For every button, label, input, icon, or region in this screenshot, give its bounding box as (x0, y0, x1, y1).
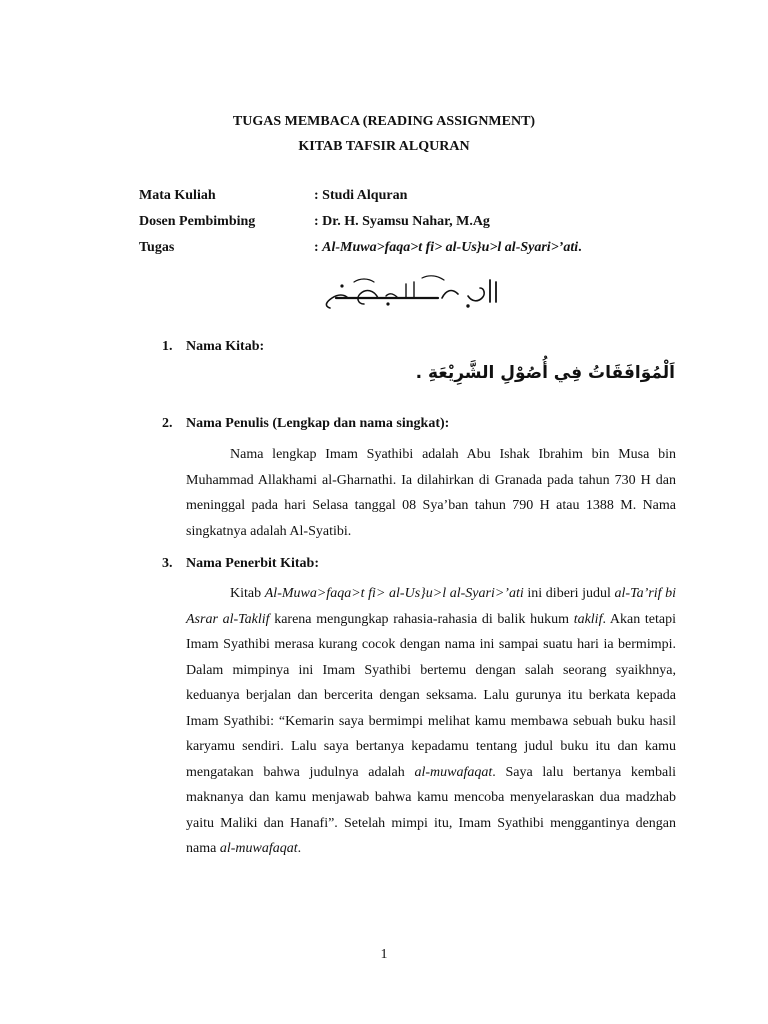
meta-value-tugas (314, 240, 582, 256)
tugas-title: Al-Muwa>faqa>t fi> al-Us}u>l al-Syari>’ati (322, 240, 579, 255)
text-run: . (297, 841, 302, 856)
publisher-paragraph (186, 581, 676, 862)
section-number: 3. (162, 556, 173, 571)
meta-value-mata-kuliah: : Studi Alquran (314, 188, 408, 203)
italic-run: Al-Muwa>faqa>t fi> al-Us}u>l al-Syari>’ati (264, 586, 524, 601)
meta-value-dosen: : Dr. H. Syamsu Nahar, M.Ag (314, 214, 490, 229)
bismillah-calligraphy (318, 268, 508, 312)
section-1-heading (162, 339, 264, 355)
meta-label-dosen: Dosen Pembimbing (139, 214, 256, 229)
section-3-heading (162, 556, 319, 572)
meta-label-tugas: Tugas (139, 240, 175, 255)
text-run: . Saya lalu bertanya kembali maknanya dan kamu menjawab bahwa kamu mencoba menyelaraskan dua madzhab yaitu Maliki dan Hanafi”. Setelah mimpi itu, Imam Syathibi menggantinya dengan nama (186, 764, 677, 856)
text-run: karena mengungkap rahasia-rahasia di balik hukum (269, 611, 574, 627)
italic-run: al-Ta’rif bi Asrar al-Taklif (186, 586, 677, 627)
section-number: 1. (162, 339, 173, 354)
italic-run: taklif (573, 611, 603, 627)
section-title: Nama Penulis (Lengkap dan nama singkat): (186, 416, 450, 431)
document-subtitle: KITAB TAFSIR ALQURAN (298, 139, 470, 154)
section-2-heading (162, 416, 449, 432)
text-run: Kitab (230, 586, 265, 601)
section-title: Nama Penerbit Kitab: (186, 556, 319, 571)
italic-run: al-muwafaqat (414, 764, 493, 780)
section-title: Nama Kitab: (186, 339, 265, 354)
meta-label-mata-kuliah: Mata Kuliah (139, 188, 216, 203)
tugas-prefix: : (314, 240, 323, 255)
document-title: TUGAS MEMBACA (READING ASSIGNMENT) (232, 114, 536, 129)
text-run: ini diberi judul (523, 586, 615, 601)
italic-run: al-muwafaqat (219, 841, 298, 856)
section-number: 2. (162, 416, 173, 431)
tugas-suffix: . (578, 240, 582, 255)
page-number: 1 (380, 947, 388, 962)
arabic-book-title: اَلْمُوَافَقَاتُ فِي أُصُوْلِ الشَّرِيْعَةِ . (415, 363, 675, 383)
author-paragraph: Nama lengkap Imam Syathibi adalah Abu Ishak Ibrahim bin Musa bin Muhammad Allakhami al-Gharnathi. Ia dilahirkan di Granada pada tahun 730 H dan meninggal pada hari Selasa tanggal 08 Sya’ban tahun 790 H atau 1388 M. Nama singkatnya adalah Al-Syatibi. (186, 447, 676, 539)
text-run: . Akan tetapi Imam Syathibi merasa kurang cocok dengan nama ini sampai suatu hari ia bermimpi. Dalam mimpinya ini Imam Syathibi bertemu dengan salah seorang syaikhnya, keduanya berjalan dan bercerita dengan seksama. Lalu gurunya itu berkata kepada Imam Syathibi: “Kemarin saya bermimpi melihat kamu membawa sebuah buku hasil karyamu sendiri. Lalu saya bertanya kepadamu tentang judul buku itu dan kamu mengatakan bahwa judulnya adalah (186, 611, 676, 780)
